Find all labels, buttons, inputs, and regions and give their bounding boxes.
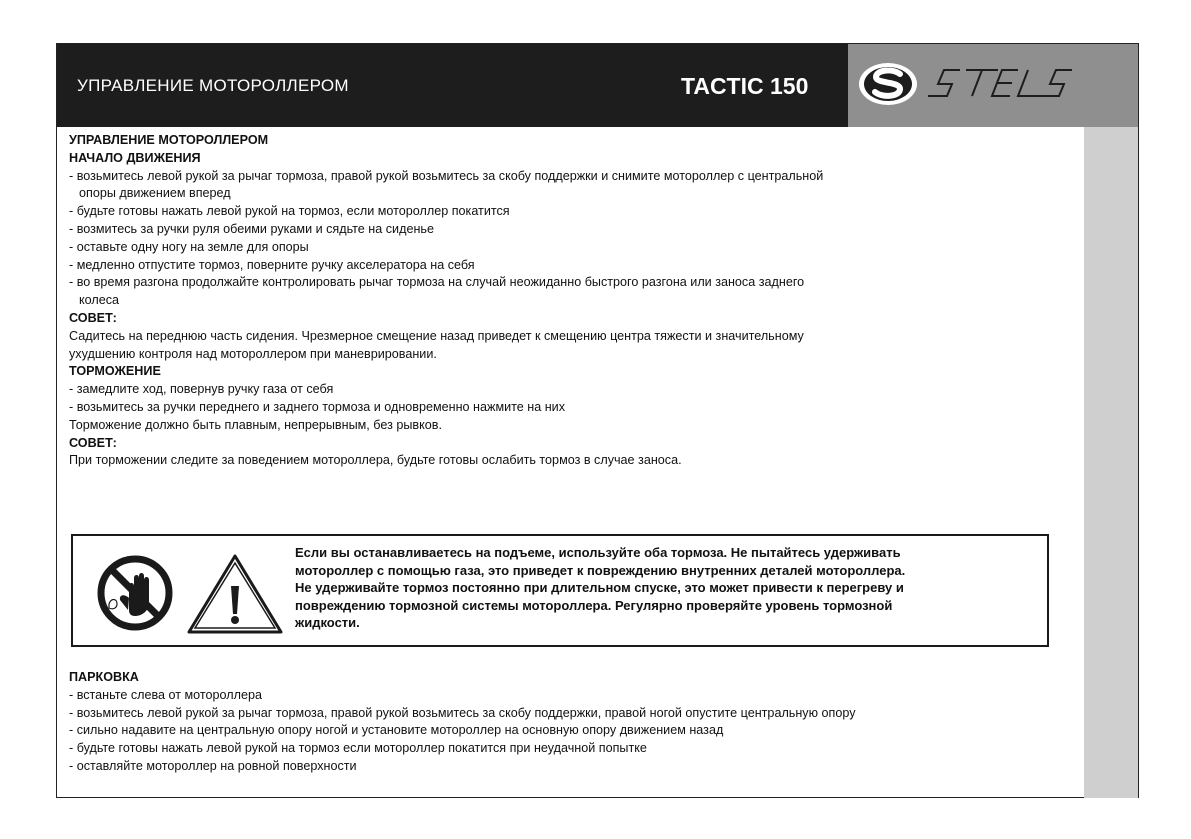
warning-line: жидкости. <box>295 615 360 631</box>
brand-logo <box>848 44 1138 127</box>
warning-line: мотороллер с помощью газа, это приведет к повреждению внутренних деталей мотороллера. <box>295 562 906 578</box>
warning-line: Не удерживайте тормоз постоянно при длительном спуске, это может привести к перегреву и <box>295 580 904 596</box>
tip-line: ухудшению контроля над мотороллером при маневрировании. <box>69 346 437 361</box>
page-header <box>57 44 1138 127</box>
warning-text <box>295 544 1045 632</box>
start-line: - будьте готовы нажать левой рукой на тормоз, если мотороллер покатится <box>69 204 510 219</box>
header-title: УПРАВЛЕНИЕ МОТОРОЛЛЕРОМ <box>77 76 349 95</box>
start-heading: НАЧАЛО ДВИЖЕНИЯ <box>69 150 201 165</box>
parking-line: - сильно надавите на центральную опору ногой и установите мотороллер на основную опору движением назад <box>69 723 724 738</box>
tip-heading: СОВЕТ: <box>69 435 117 450</box>
start-line: - возьмитесь левой рукой за рычаг тормоза, правой рукой возьмитесь за скобу поддержки и снимите мотороллер с центральной <box>69 168 824 183</box>
tip-line: Садитесь на переднюю часть сидения. Чрезмерное смещение назад приведет к смещению центра тяжести и значительному <box>69 328 804 343</box>
model-name: TACTIC 150 <box>681 73 809 99</box>
start-line: опоры движением вперед <box>79 186 231 201</box>
no-throttle-hand-icon <box>101 559 169 627</box>
braking-line: - замедлите ход, повернув ручку газа от себя <box>69 382 334 397</box>
warning-triangle-icon <box>189 556 281 632</box>
warning-line: повреждению тормозной системы мотороллера. Регулярно проверяйте уровень тормозной <box>295 597 893 613</box>
start-line: - возмитесь за ручки руля обеими руками и сядьте на сиденье <box>69 221 434 236</box>
parking-line: - будьте готовы нажать левой рукой на тормоз если мотороллер покатится при неудачной попытке <box>69 741 647 756</box>
braking-line: Торможение должно быть плавным, непрерывным, без рывков. <box>69 417 442 432</box>
warning-icons <box>95 550 291 636</box>
braking-heading: ТОРМОЖЕНИЕ <box>69 364 161 379</box>
stels-logo-icon <box>848 44 1138 127</box>
parking-line: - встаньте слева от мотороллера <box>69 687 262 702</box>
start-line: - медленно отпустите тормоз, поверните ручку акселератора на себя <box>69 257 475 272</box>
tip-heading: СОВЕТ: <box>69 310 117 325</box>
parking-heading: ПАРКОВКА <box>69 670 139 684</box>
tip-line: При торможении следите за поведением мотороллера, будьте готовы ослабить тормоз в случае заноса. <box>69 453 682 468</box>
start-line: - во время разгона продолжайте контролировать рычаг тормоза на случай неожиданно быстрого разгона или заноса заднего <box>69 275 805 290</box>
section-title: УПРАВЛЕНИЕ МОТОРОЛЛЕРОМ <box>69 133 269 147</box>
manual-page <box>56 43 1139 798</box>
parking-line: - оставляйте мотороллер на ровной поверхности <box>69 758 357 773</box>
start-line: - оставьте одну ногу на земле для опоры <box>69 239 309 254</box>
parking-section <box>69 669 1079 776</box>
side-strip <box>1084 127 1138 798</box>
parking-line: - возьмитесь левой рукой за рычаг тормоза, правой рукой возьмитесь за скобу поддержки, правой ногой опустите центральную опору <box>69 705 856 720</box>
main-content <box>69 132 1079 470</box>
warning-line: Если вы останавливаетесь на подъеме, используйте оба тормоза. Не пытайтесь удерживать <box>295 545 901 560</box>
start-line: колеса <box>79 293 120 308</box>
warning-box <box>71 534 1049 647</box>
braking-line: - возьмитесь за ручки переднего и заднего тормоза и одновременно нажмите на них <box>69 399 566 414</box>
